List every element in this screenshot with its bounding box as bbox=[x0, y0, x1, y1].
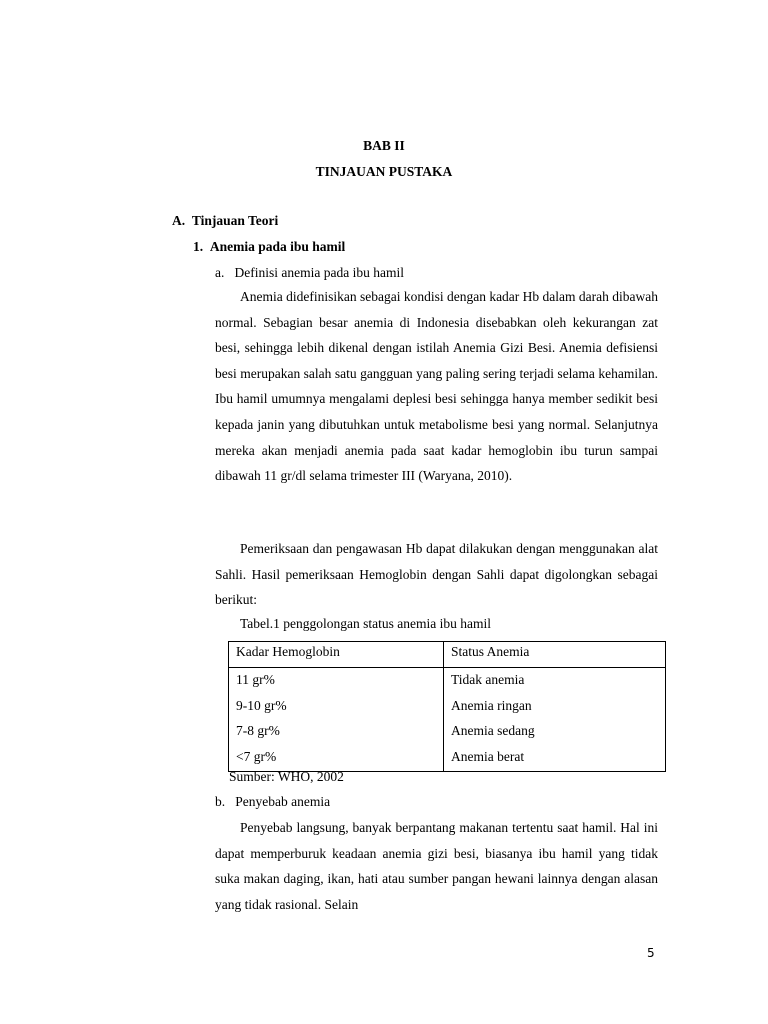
table-row bbox=[229, 720, 666, 746]
page-number: 5 bbox=[647, 946, 655, 960]
table-cell: <7 gr% bbox=[229, 746, 444, 772]
table-cell: Anemia ringan bbox=[444, 695, 666, 721]
point-heading-a: a. Definisi anemia pada ibu hamil bbox=[215, 265, 404, 280]
paragraph-definition: Anemia didefinisikan sebagai kondisi dengan kadar Hb dalam darah dibawah normal. Sebagian besar anemia di Indonesia disebabkan oleh kekurangan zat besi, sehingga lebih dikenal dengan istilah Anemia Gizi Besi. Anemia defisiensi besi merupakan salah satu gangguan yang paling sering terjadi selama kehamilan. Ibu hamil umumnya mengalami deplesi besi sehingga hanya member sedikit besi kepada janin yang dibutuhkan untuk metabolisme besi yang normal. Selanjutnya mereka akan menjadi anemia pada saat kadar hemoglobin ibu turun sampai dibawah 11 gr/dl selama trimester III (Waryana, 2010). bbox=[215, 289, 658, 484]
table-cell: Anemia berat bbox=[444, 746, 666, 772]
section-heading-a: A. Tinjauan Teori bbox=[172, 213, 279, 228]
table-cell: 7-8 gr% bbox=[229, 720, 444, 746]
table-cell: 11 gr% bbox=[229, 668, 444, 695]
chapter-title: TINJAUAN PUSTAKA bbox=[315, 164, 453, 179]
table-cell: Tidak anemia bbox=[444, 668, 666, 695]
paragraph-causes: Penyebab langsung, banyak berpantang makanan tertentu saat hamil. Hal ini dapat memperburuk keadaan anemia gizi besi, biasanya ibu hamil yang tidak suka makan daging, ikan, hati atau sumber pangan hewani lainnya dengan alasan yang tidak rasional. Selain bbox=[215, 820, 658, 912]
chapter-number: BAB II bbox=[363, 138, 405, 153]
paragraph-examination: Pemeriksaan dan pengawasan Hb dapat dilakukan dengan menggunakan alat Sahli. Hasil pemeriksaan Hemoglobin dengan Sahli dapat digolongkan sebagai berikut: bbox=[215, 541, 658, 608]
table-header-cell: Status Anemia bbox=[444, 642, 666, 668]
table-cell: 9-10 gr% bbox=[229, 695, 444, 721]
table-row bbox=[229, 668, 666, 695]
anemia-status-table bbox=[228, 641, 666, 772]
table-source: Sumber: WHO, 2002 bbox=[229, 769, 344, 784]
table-header-row bbox=[229, 642, 666, 668]
subsection-heading-1: 1. Anemia pada ibu hamil bbox=[193, 239, 346, 254]
table-header-cell: Kadar Hemoglobin bbox=[229, 642, 444, 668]
table-caption: Tabel.1 penggolongan status anemia ibu hamil bbox=[240, 616, 491, 631]
table-cell: Anemia sedang bbox=[444, 720, 666, 746]
table-row bbox=[229, 695, 666, 721]
point-heading-b: b. Penyebab anemia bbox=[215, 794, 331, 809]
